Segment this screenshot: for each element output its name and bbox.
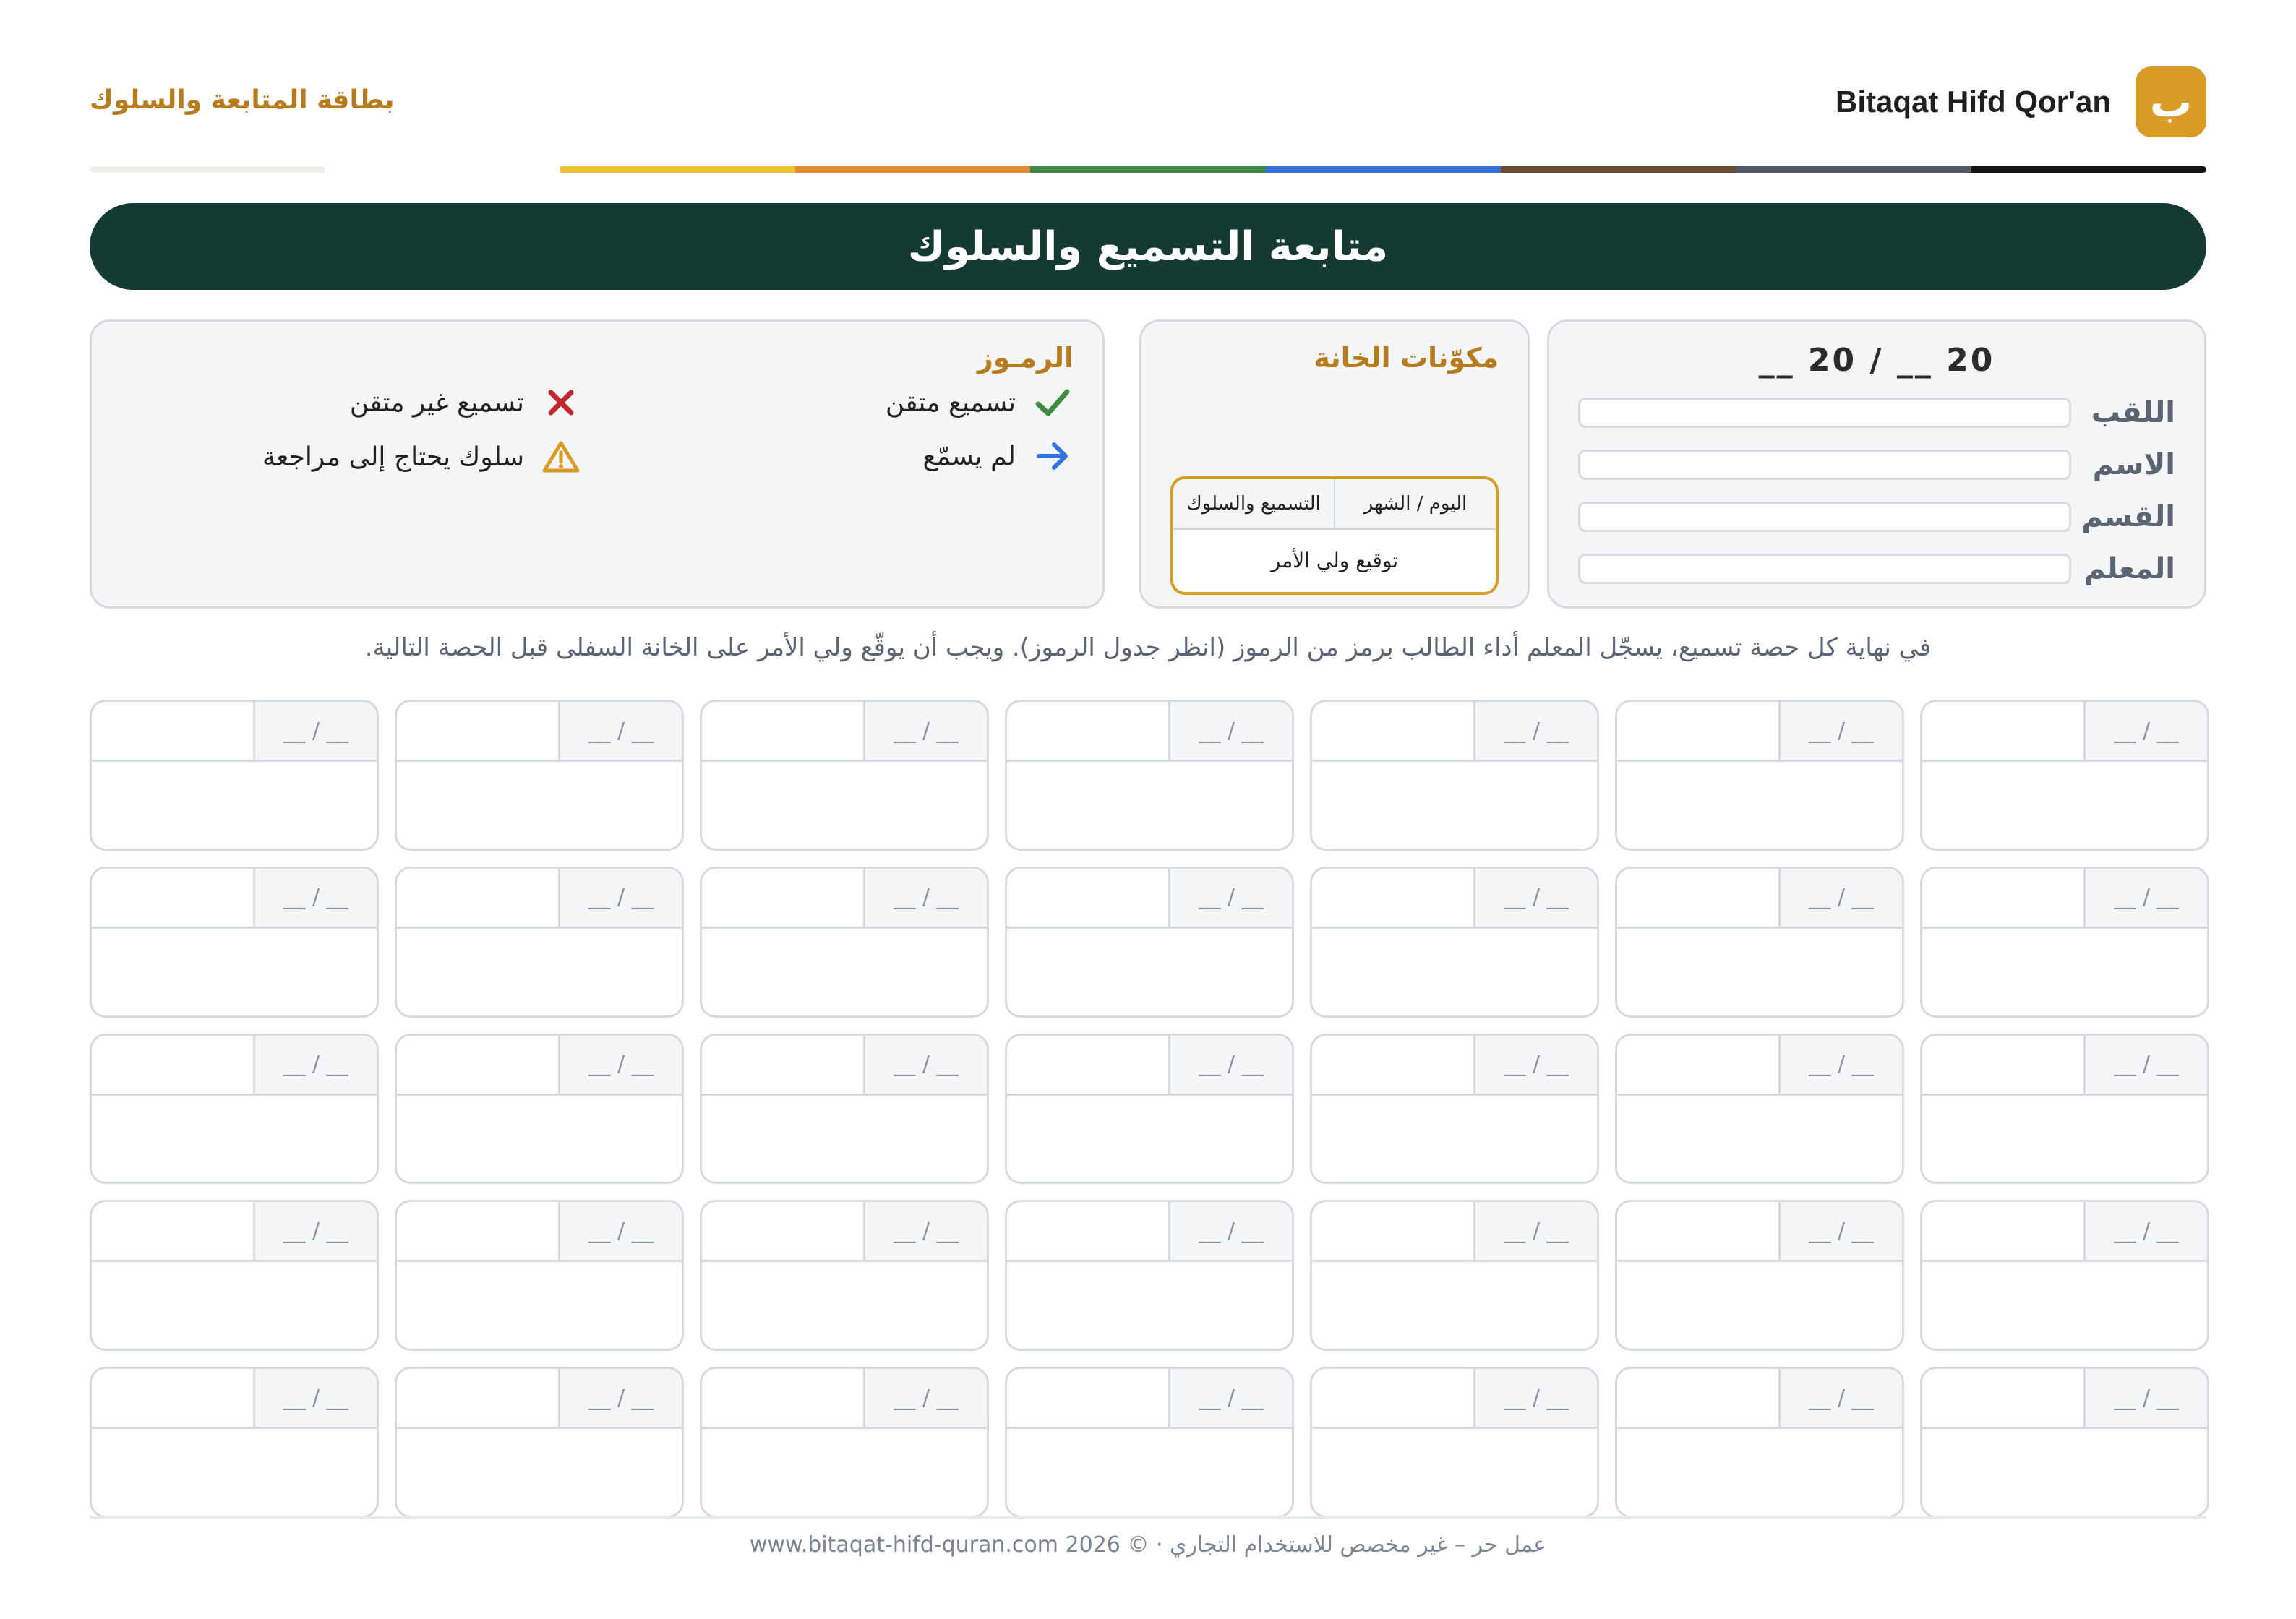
footer-text: عمل حر – غير مخصص للاستخدام التجاري · © 2026 www.bitaqat-hifd-quran.com <box>749 1532 1547 1558</box>
tracking-cell <box>700 1034 989 1185</box>
cell-parent-signature[interactable] <box>1922 762 2207 849</box>
color-stripe-segment <box>1736 166 1971 173</box>
legend-item-not-recited <box>923 440 1074 472</box>
tracking-cell <box>1615 700 1904 851</box>
cell-date[interactable]: __ / __ <box>253 869 377 927</box>
color-stripe-segment <box>560 166 795 173</box>
cell-recitation-mark[interactable] <box>702 1036 863 1094</box>
tracking-cell <box>1615 1367 1904 1518</box>
page-title-banner: متابعة التسميع والسلوك <box>90 203 2206 290</box>
cell-recitation-mark[interactable] <box>1617 1036 1778 1094</box>
brand-logo-icon: ب <box>2136 66 2206 137</box>
tracking-cell <box>1005 1200 1294 1351</box>
cell-date[interactable]: __ / __ <box>2083 1369 2207 1427</box>
cell-date[interactable]: __ / __ <box>1168 1036 1292 1094</box>
cell-recitation-mark[interactable] <box>1007 869 1168 927</box>
cell-parent-signature[interactable] <box>397 1429 682 1516</box>
brand <box>1835 66 2206 137</box>
legend-label-mastered: تسميع متقن <box>885 387 1016 418</box>
cell-parent-signature[interactable] <box>1617 1096 1902 1182</box>
cell-date[interactable]: __ / __ <box>558 1202 682 1260</box>
cell-components-heading: مكوّنات الخانة <box>1314 342 1499 374</box>
cell-date[interactable]: __ / __ <box>2083 869 2207 927</box>
cell-date[interactable]: __ / __ <box>558 869 682 927</box>
cell-recitation-mark[interactable] <box>1007 702 1168 760</box>
warning-icon <box>540 440 582 473</box>
cell-date[interactable]: __ / __ <box>1473 1202 1597 1260</box>
legend-label-behavior: سلوك يحتاج إلى مراجعة <box>262 442 524 472</box>
tracking-cell <box>1310 1200 1599 1351</box>
cell-parent-signature[interactable] <box>397 929 682 1015</box>
tracking-cell <box>1920 1367 2209 1518</box>
cell-date[interactable]: __ / __ <box>558 702 682 760</box>
tracking-cell <box>1005 1034 1294 1185</box>
cell-recitation-mark[interactable] <box>702 1202 863 1260</box>
cell-recitation-mark[interactable] <box>92 1369 253 1427</box>
cell-parent-signature[interactable] <box>397 1096 682 1182</box>
cell-recitation-mark[interactable] <box>92 869 253 927</box>
page-header <box>90 66 2206 146</box>
cell-parent-signature[interactable] <box>1922 1096 2207 1182</box>
color-stripe-segment <box>1266 166 1501 173</box>
cell-date[interactable]: __ / __ <box>1778 1036 1902 1094</box>
cell-parent-signature[interactable] <box>702 762 987 849</box>
cell-parent-signature[interactable] <box>1922 1429 2207 1516</box>
cell-recitation-mark[interactable] <box>702 1369 863 1427</box>
arrow-icon <box>1032 440 1074 472</box>
cell-date[interactable]: __ / __ <box>1473 1369 1597 1427</box>
tracking-cell <box>1920 1034 2209 1185</box>
surname-label: اللقب <box>2091 396 2175 429</box>
tracking-cell <box>700 867 989 1018</box>
example-date-label: اليوم / الشهر <box>1334 479 1496 528</box>
cell-parent-signature[interactable] <box>1617 1262 1902 1349</box>
cross-icon <box>540 387 582 418</box>
tracking-cell <box>1920 1200 2209 1351</box>
cell-parent-signature[interactable] <box>1617 762 1902 849</box>
cell-recitation-mark[interactable] <box>702 702 863 760</box>
cell-example <box>1170 476 1499 595</box>
tracking-cell <box>1310 867 1599 1018</box>
cell-date[interactable]: __ / __ <box>1778 1202 1902 1260</box>
cell-recitation-mark[interactable] <box>1922 1369 2083 1427</box>
color-stripe <box>90 166 2206 173</box>
check-icon <box>1032 387 1074 418</box>
color-stripe-segment <box>325 166 560 173</box>
tracking-cell <box>395 1367 684 1518</box>
cell-parent-signature[interactable] <box>702 929 987 1015</box>
cell-recitation-mark[interactable] <box>92 702 253 760</box>
cell-date[interactable]: __ / __ <box>2083 1036 2207 1094</box>
cell-recitation-mark[interactable] <box>1312 869 1473 927</box>
legend-label-not-mastered: تسميع غير متقن <box>349 387 524 418</box>
tracking-cell <box>1920 867 2209 1018</box>
cell-date[interactable]: __ / __ <box>253 702 377 760</box>
cell-recitation-mark[interactable] <box>1617 1369 1778 1427</box>
cell-date[interactable]: __ / __ <box>863 1202 987 1260</box>
color-stripe-segment <box>1030 166 1265 173</box>
color-stripe-segment <box>1971 166 2206 173</box>
school-year: __ 20 / __ 20 <box>1758 342 1995 379</box>
tracking-cell <box>90 700 379 851</box>
cell-recitation-mark[interactable] <box>397 1202 558 1260</box>
cell-date[interactable]: __ / __ <box>1778 869 1902 927</box>
cell-recitation-mark[interactable] <box>1007 1202 1168 1260</box>
info-row-class <box>1578 497 2175 537</box>
cell-date[interactable]: __ / __ <box>863 702 987 760</box>
legend-item-mastered <box>886 387 1074 418</box>
surname-field[interactable] <box>1578 398 2071 428</box>
info-row-name <box>1578 445 2175 485</box>
legend-item-not-mastered <box>350 387 582 418</box>
cell-parent-signature[interactable] <box>1312 1429 1597 1516</box>
student-info-panel <box>1547 319 2206 609</box>
cell-parent-signature[interactable] <box>1312 762 1597 849</box>
cell-parent-signature[interactable] <box>1922 1262 2207 1349</box>
cell-recitation-mark[interactable] <box>1617 1202 1778 1260</box>
cell-date[interactable]: __ / __ <box>1778 702 1902 760</box>
cell-parent-signature[interactable] <box>1312 1262 1597 1349</box>
tracking-cell <box>90 1200 379 1351</box>
cell-parent-signature[interactable] <box>1617 1429 1902 1516</box>
cell-recitation-mark[interactable] <box>92 1036 253 1094</box>
tracking-cell <box>1615 867 1904 1018</box>
cell-recitation-mark[interactable] <box>1007 1036 1168 1094</box>
cell-parent-signature[interactable] <box>1007 1429 1292 1516</box>
cell-parent-signature[interactable] <box>702 1429 987 1516</box>
legend-heading: الرمـوز <box>977 342 1074 374</box>
cell-recitation-mark[interactable] <box>1922 869 2083 927</box>
cell-parent-signature[interactable] <box>1312 1096 1597 1182</box>
cell-date[interactable]: __ / __ <box>253 1036 377 1094</box>
cell-parent-signature[interactable] <box>92 762 377 849</box>
cell-date[interactable]: __ / __ <box>863 1369 987 1427</box>
cell-date[interactable]: __ / __ <box>558 1036 682 1094</box>
cell-parent-signature[interactable] <box>702 1096 987 1182</box>
cell-date[interactable]: __ / __ <box>1473 1036 1597 1094</box>
cell-recitation-mark[interactable] <box>1312 1369 1473 1427</box>
cell-recitation-mark[interactable] <box>1922 702 2083 760</box>
cell-recitation-mark[interactable] <box>1617 702 1778 760</box>
cell-date[interactable]: __ / __ <box>863 1036 987 1094</box>
cell-recitation-mark[interactable] <box>702 869 863 927</box>
cell-date[interactable]: __ / __ <box>1168 1202 1292 1260</box>
cell-parent-signature[interactable] <box>1007 762 1292 849</box>
cell-date[interactable]: __ / __ <box>1473 869 1597 927</box>
legend-item-behavior <box>262 440 582 473</box>
cell-parent-signature[interactable] <box>397 1262 682 1349</box>
color-stripe-segment <box>1501 166 1736 173</box>
tracking-cell <box>1615 1200 1904 1351</box>
tracking-cell <box>395 867 684 1018</box>
cell-date[interactable]: __ / __ <box>2083 1202 2207 1260</box>
cell-recitation-mark[interactable] <box>1312 1202 1473 1260</box>
name-field[interactable] <box>1578 450 2071 480</box>
tracking-cell <box>395 1200 684 1351</box>
cell-parent-signature[interactable] <box>1617 929 1902 1015</box>
cell-parent-signature[interactable] <box>92 1262 377 1349</box>
cell-recitation-mark[interactable] <box>397 1369 558 1427</box>
cell-date[interactable]: __ / __ <box>253 1202 377 1260</box>
cell-parent-signature[interactable] <box>397 762 682 849</box>
cell-parent-signature[interactable] <box>1007 929 1292 1015</box>
tracking-cell <box>1005 867 1294 1018</box>
tracking-cell <box>1310 700 1599 851</box>
cell-recitation-mark[interactable] <box>1312 702 1473 760</box>
tracking-cell <box>1005 1367 1294 1518</box>
tracking-cell <box>90 1034 379 1185</box>
tracking-cell <box>90 867 379 1018</box>
cell-parent-signature[interactable] <box>702 1262 987 1349</box>
color-stripe-segment <box>795 166 1030 173</box>
legend-panel <box>90 319 1105 609</box>
cell-date[interactable]: __ / __ <box>863 869 987 927</box>
cell-recitation-mark[interactable] <box>397 869 558 927</box>
tracking-cell <box>1615 1034 1904 1185</box>
cell-recitation-mark[interactable] <box>1617 869 1778 927</box>
cell-parent-signature[interactable] <box>92 929 377 1015</box>
info-row-surname <box>1578 392 2175 433</box>
footer-divider <box>90 1516 2206 1519</box>
cell-recitation-mark[interactable] <box>1312 1036 1473 1094</box>
cell-date[interactable]: __ / __ <box>1168 702 1292 760</box>
cell-components-panel <box>1139 319 1530 609</box>
tracking-cell <box>700 1200 989 1351</box>
cell-date[interactable]: __ / __ <box>558 1369 682 1427</box>
cell-recitation-mark[interactable] <box>1922 1202 2083 1260</box>
tracking-grid <box>90 700 2209 1518</box>
info-row-teacher <box>1578 549 2175 589</box>
tracking-cell <box>1920 700 2209 851</box>
cell-parent-signature[interactable] <box>1312 929 1597 1015</box>
cell-parent-signature[interactable] <box>92 1096 377 1182</box>
brand-name: Bitaqat Hifd Qor'an <box>1835 85 2111 119</box>
document-title: بطاقة المتابعة والسلوك <box>90 85 395 115</box>
cell-date[interactable]: __ / __ <box>253 1369 377 1427</box>
cell-recitation-mark[interactable] <box>397 1036 558 1094</box>
cell-date[interactable]: __ / __ <box>1473 702 1597 760</box>
tracking-cell <box>1005 700 1294 851</box>
teacher-field[interactable] <box>1578 554 2071 584</box>
cell-date[interactable]: __ / __ <box>1168 1369 1292 1427</box>
cell-parent-signature[interactable] <box>1007 1096 1292 1182</box>
tracking-cell <box>90 1367 379 1518</box>
cell-parent-signature[interactable] <box>92 1429 377 1516</box>
cell-recitation-mark[interactable] <box>92 1202 253 1260</box>
cell-recitation-mark[interactable] <box>397 702 558 760</box>
tracking-cell <box>395 700 684 851</box>
tracking-cell <box>395 1034 684 1185</box>
color-stripe-segment <box>90 166 325 173</box>
tracking-cell <box>1310 1367 1599 1518</box>
cell-parent-signature[interactable] <box>1007 1262 1292 1349</box>
tracking-cell <box>1310 1034 1599 1185</box>
example-signature-label: توقيع ولي الأمر <box>1270 548 1399 572</box>
class-label: القسم <box>2081 500 2175 533</box>
instruction-text: في نهاية كل حصة تسميع، يسجّل المعلم أداء الطالب برمز من الرموز (انظر جدول الرموز). ويجب أن يوقّع ولي الأمر على الخانة السفلى قبل الحصة التالية. <box>364 633 1932 662</box>
teacher-label: المعلم <box>2084 552 2175 585</box>
class-field[interactable] <box>1578 502 2071 532</box>
cell-date[interactable]: __ / __ <box>1778 1369 1902 1427</box>
cell-recitation-mark[interactable] <box>1922 1036 2083 1094</box>
name-label: الاسم <box>2092 448 2175 481</box>
tracking-cell <box>700 1367 989 1518</box>
tracking-cell <box>700 700 989 851</box>
cell-recitation-mark[interactable] <box>1007 1369 1168 1427</box>
cell-date[interactable]: __ / __ <box>1168 869 1292 927</box>
cell-date[interactable]: __ / __ <box>2083 702 2207 760</box>
example-recitation-label: التسميع والسلوك <box>1186 493 1321 515</box>
legend-label-not-recited: لم يسمّع <box>922 441 1016 471</box>
cell-parent-signature[interactable] <box>1922 929 2207 1015</box>
